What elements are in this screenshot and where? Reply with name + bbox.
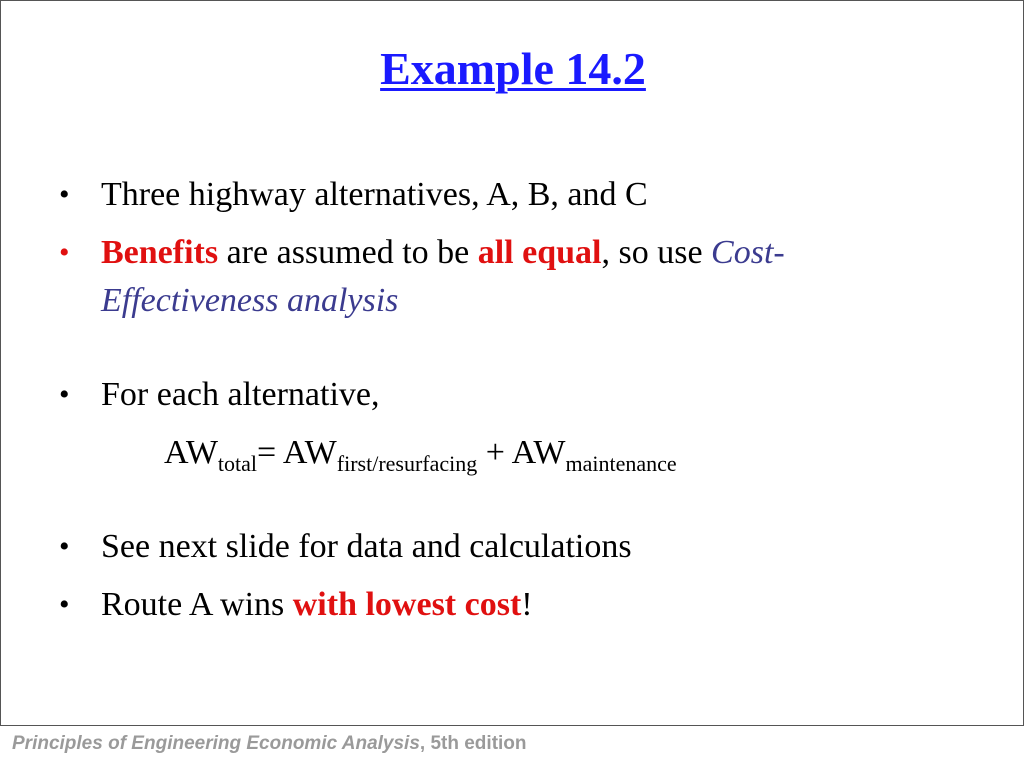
formula-plus-aw: + AW (477, 434, 566, 471)
bullet-text: Three highway alternatives, A, B, and C (101, 176, 648, 213)
formula-sub-first-resurfacing: first/resurfacing (336, 451, 478, 476)
bullet-icon: • (59, 178, 70, 211)
formula-aw: AW (164, 434, 218, 471)
cost-effectiveness-line1: Cost- (711, 234, 785, 271)
formula-equals-aw: = AW (257, 434, 337, 471)
bullet-icon: • (59, 236, 70, 269)
text-segment: are assumed to be (218, 234, 478, 271)
bullet-text: See next slide for data and calculations (101, 528, 632, 565)
bullet-icon: • (59, 530, 70, 563)
emphasis-all-equal: all equal (477, 234, 602, 271)
bullet-text: For each alternative, (101, 376, 380, 413)
emphasis-benefits: Benefits (101, 234, 219, 271)
text-segment: ! (521, 586, 533, 623)
bullet-icon: • (59, 588, 70, 621)
footer-book-title: Principles of Engineering Economic Analysis (12, 733, 420, 754)
footer-citation (12, 731, 527, 757)
formula-sub-maintenance: maintenance (565, 451, 677, 476)
bullet-icon: • (59, 378, 70, 411)
text-segment: , so use (601, 234, 712, 271)
emphasis-lowest-cost: with lowest cost (292, 586, 522, 623)
aw-formula (164, 429, 677, 477)
slide-title: Example 14.2 (380, 43, 646, 94)
text-segment: Route A wins (101, 586, 293, 623)
bullet-text (101, 581, 921, 629)
formula-sub-total: total (217, 451, 258, 476)
bullet-text (101, 229, 921, 325)
footer-edition: , 5th edition (419, 733, 527, 754)
cost-effectiveness-line2: Effectiveness analysis (101, 282, 399, 319)
